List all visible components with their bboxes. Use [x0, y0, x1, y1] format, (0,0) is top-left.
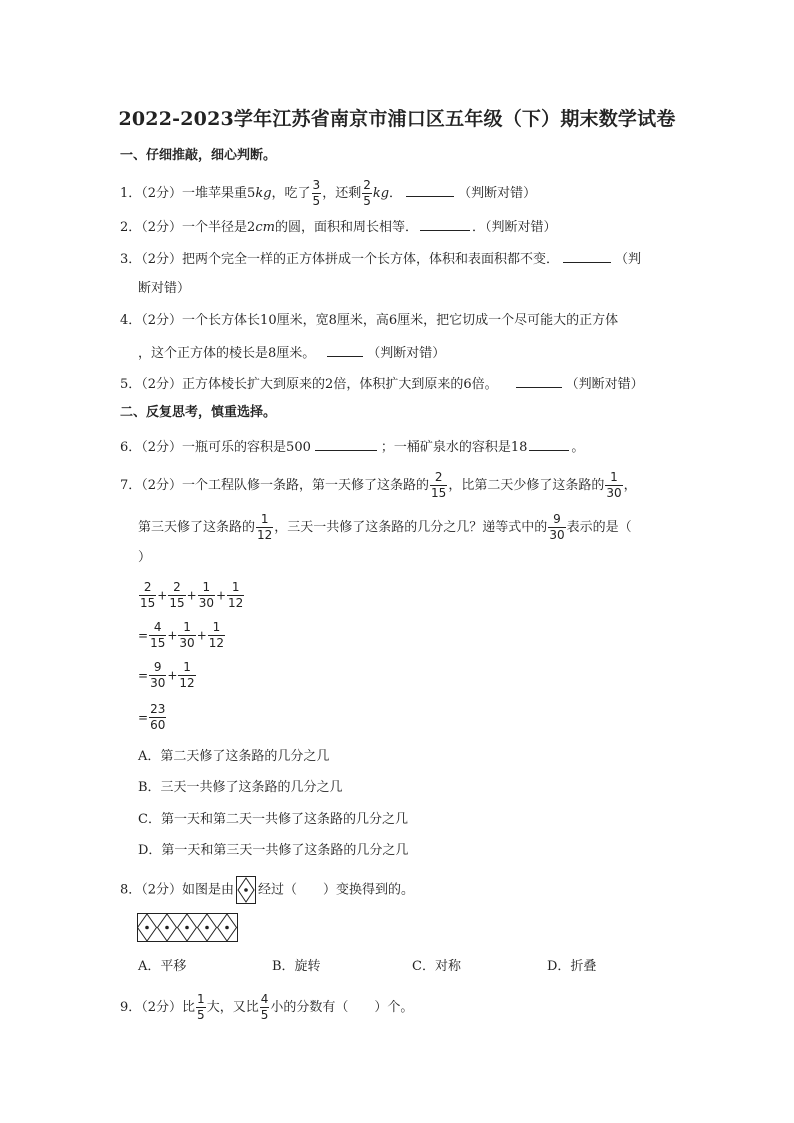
q9-mid: 大，又比 [206, 1000, 259, 1015]
question-3-cont: 断对错） [138, 281, 191, 296]
c2b-d: 30 [179, 636, 195, 650]
q9-f2-den: 5 [260, 1008, 269, 1022]
q1-answer-blank[interactable] [406, 182, 454, 197]
q2-judge: ．（判断对错） [471, 220, 557, 235]
q8-option-a[interactable]: A．平移 [138, 959, 187, 974]
q7-option-c[interactable]: C．第一天和第二天一共修了这条路的几分之几 [138, 812, 408, 827]
q6-pre: 6．（2分）一瓶可乐的容积是500 [120, 440, 311, 455]
question-9 [120, 992, 413, 1023]
c2c-d: 12 [208, 636, 225, 650]
question-6 [120, 436, 584, 458]
calc-r1-frac-1 [139, 580, 156, 611]
q7-l1a: 7．（2分）一个工程队修一条路，第一天修了这条路的 [120, 478, 430, 493]
q8-pre: 8．（2分）如图是由 [120, 882, 235, 898]
q4-judge: （判断对错） [367, 346, 446, 361]
q7-frac-3 [256, 512, 273, 543]
q2-answer-blank[interactable] [420, 216, 470, 231]
q4-line2: ，这个正方体的棱长是8厘米。 [138, 346, 316, 361]
equals-sign: = [138, 628, 149, 643]
q6-answer-blank-2[interactable] [529, 436, 569, 451]
c1d-d: 12 [228, 596, 244, 610]
q7-f4-num: 9 [553, 512, 561, 526]
q7-f1-den: 15 [431, 486, 447, 500]
calc-row-4 [138, 702, 167, 733]
equals-sign: = [138, 668, 149, 683]
q1-fraction-left [362, 178, 372, 209]
question-5 [120, 373, 644, 395]
c1a-d: 15 [140, 596, 156, 610]
question-7-cont [138, 512, 632, 543]
q6-answer-blank-1[interactable] [315, 436, 377, 451]
calc-row-1 [138, 580, 245, 611]
q1-fraction-eaten [312, 178, 322, 209]
q1-mid: ，吃了 [271, 186, 311, 201]
c1d-n: 1 [231, 580, 240, 594]
diamond-dot-icon [236, 876, 256, 904]
q3-judge-1: （判 [615, 252, 642, 267]
calc-row-2 [138, 620, 226, 651]
q7-f2-num: 1 [610, 470, 618, 484]
q8-option-d[interactable]: D．折叠 [547, 959, 597, 974]
c3a-d: 30 [150, 676, 166, 690]
q9-frac-2 [260, 992, 270, 1023]
calc-r4-frac-1 [149, 702, 166, 733]
question-3 [120, 248, 641, 270]
question-2 [120, 216, 556, 238]
q1-f2-num: 2 [363, 178, 371, 192]
c2c-n: 1 [212, 620, 221, 634]
q7-l2c: 表示的是（ [566, 520, 632, 535]
calc-row-3 [138, 660, 197, 691]
q9-f2-num: 4 [260, 992, 269, 1006]
calc-r3-frac-2 [178, 660, 195, 691]
q7-l1b: ，比第二天少修了这条路的 [448, 478, 605, 493]
q1-mid2: ，还剩 [322, 186, 362, 201]
c4a-d: 60 [150, 718, 166, 732]
q1-unit: kg [255, 186, 272, 201]
question-4: 4．（2分）一个长方体长10厘米，宽8厘米，高6厘米，把它切成一个尽可能大的正方体 [120, 313, 619, 328]
q7-option-b[interactable]: B．三天一共修了这条路的几分之几 [138, 780, 343, 795]
q9-post: 小的分数有（ ）个。 [270, 1000, 414, 1015]
q3-line1: 3．（2分）把两个完全一样的正方体拼成一个长方体，体积和表面积都不变． [120, 252, 560, 267]
q1-post: ． [389, 186, 403, 201]
calc-r1-frac-2 [168, 580, 185, 611]
q5-text: 5．（2分）正方体棱长扩大到原来的2倍，体积扩大到原来的6倍。 [120, 377, 498, 392]
q5-judge: （判断对错） [565, 377, 644, 392]
c4a-n: 23 [150, 702, 166, 716]
q7-l2a: 第三天修了这条路的 [138, 520, 256, 535]
q1-unit2: kg [372, 186, 390, 201]
q8-option-c[interactable]: C．对称 [412, 959, 461, 974]
q2-post: 的圆，面积和周长相等． [274, 220, 418, 235]
c3b-n: 1 [183, 660, 191, 674]
question-7 [120, 470, 637, 501]
q6-post: 。 [571, 440, 585, 455]
plus-sign: + [167, 668, 178, 683]
c1b-n: 2 [173, 580, 181, 594]
calc-r2-frac-3 [208, 620, 225, 651]
q2-pre: 2．（2分）一个半径是2 [120, 220, 256, 235]
calc-r2-frac-2 [178, 620, 195, 651]
c1a-n: 2 [143, 580, 152, 594]
c1b-d: 15 [169, 596, 185, 610]
q8-post: 经过（ ）变换得到的。 [258, 882, 415, 898]
page-title: 2022-2023学年江苏省南京市浦口区五年级（下）期末数学试卷 [118, 108, 676, 130]
q9-frac-1 [196, 992, 206, 1023]
q7-option-a[interactable]: A．第二天修了这条路的几分之几 [138, 749, 330, 764]
q7-option-d[interactable]: D．第一天和第三天一共修了这条路的几分之几 [138, 843, 409, 858]
plus-sign: + [167, 628, 178, 643]
calc-r2-frac-1 [149, 620, 166, 651]
q7-frac-1 [430, 470, 447, 501]
q7-f3-num: 1 [260, 512, 269, 526]
q7-f2-den: 30 [606, 486, 622, 500]
q1-judge: （判断对错） [458, 186, 537, 201]
q7-f3-den: 12 [257, 528, 273, 542]
question-4-cont [138, 342, 445, 364]
q5-answer-blank[interactable] [516, 373, 562, 388]
q3-answer-blank[interactable] [563, 248, 611, 263]
calc-r3-frac-1 [149, 660, 166, 691]
q8-option-b[interactable]: B．旋转 [272, 959, 321, 974]
q9-pre: 9．（2分）比 [120, 1000, 196, 1015]
q1-f1-den: 5 [312, 194, 321, 208]
plus-sign: + [157, 588, 168, 603]
section-heading-2: 二、反复思考，慎重选择。 [120, 405, 277, 420]
c2a-d: 15 [150, 636, 166, 650]
plus-sign: + [186, 588, 197, 603]
c3b-d: 12 [179, 676, 195, 690]
question-8 [120, 876, 414, 904]
diamond-pattern-figure [137, 913, 239, 943]
q7-frac-4 [548, 512, 565, 543]
c1c-d: 30 [198, 596, 214, 610]
c2a-n: 4 [153, 620, 162, 634]
section-heading-1: 一、仔细推敲，细心判断。 [120, 148, 277, 163]
c2b-n: 1 [183, 620, 191, 634]
q2-unit: cm [255, 220, 275, 235]
calc-r1-frac-4 [227, 580, 244, 611]
q7-l2b: ，三天一共修了这条路的几分之几？递等式中的 [274, 520, 548, 535]
q1-pre: 1．（2分）一堆苹果重5 [120, 186, 256, 201]
calc-r1-frac-3 [198, 580, 215, 611]
q7-f1-num: 2 [434, 470, 443, 484]
c3a-n: 9 [153, 660, 162, 674]
question-7-close: ） [138, 550, 152, 565]
c1c-n: 1 [202, 580, 211, 594]
plus-sign: + [196, 628, 207, 643]
question-1 [120, 178, 536, 209]
q7-l1c: ， [623, 478, 637, 493]
plus-sign: + [215, 588, 227, 603]
equals-sign: = [138, 710, 149, 725]
q7-frac-2 [605, 470, 622, 501]
q7-f4-den: 30 [549, 528, 565, 542]
q9-f1-num: 1 [197, 992, 205, 1006]
q4-answer-blank[interactable] [327, 342, 363, 357]
q1-f1-num: 3 [312, 178, 321, 192]
q1-f2-den: 5 [363, 194, 371, 208]
q6-mid: ；一桶矿泉水的容积是18 [380, 440, 528, 455]
q9-f1-den: 5 [197, 1008, 205, 1022]
